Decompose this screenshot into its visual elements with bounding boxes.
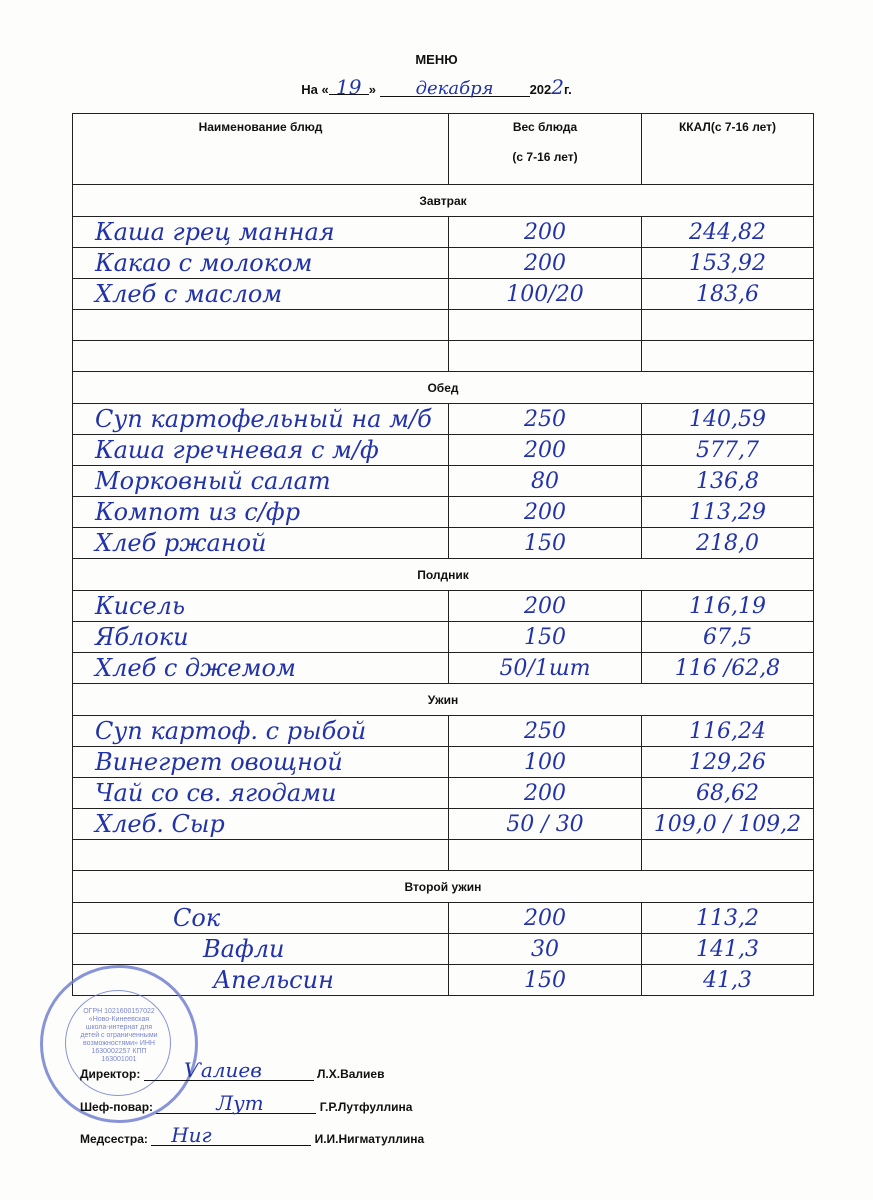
dish-weight: 250 — [449, 716, 642, 747]
dish-weight: 250 — [449, 404, 642, 435]
table-row — [73, 716, 814, 747]
dish-weight: 30 — [449, 934, 642, 965]
year-suffix: г. — [564, 82, 572, 97]
section-row-breakfast — [73, 185, 814, 217]
col-header-weight-line2: (с 7-16 лет) — [512, 150, 578, 164]
dish-name: Компот из с/фр — [73, 497, 449, 528]
col-header-weight-line1: Вес блюда — [512, 120, 578, 134]
section-title: Завтрак — [73, 185, 814, 217]
nurse-name: И.И.Нигматуллина — [314, 1132, 425, 1146]
dish-weight: 200 — [449, 778, 642, 809]
dish-name: Сок — [73, 903, 449, 934]
table-row — [73, 965, 814, 996]
dish-kcal: 141,3 — [642, 934, 814, 965]
dish-name: Хлеб. Сыр — [73, 809, 449, 840]
date-prefix: На « — [301, 82, 329, 97]
dish-name: Апельсин — [73, 965, 449, 996]
dish-kcal: 68,62 — [642, 778, 814, 809]
dish-kcal: 140,59 — [642, 404, 814, 435]
table-row — [73, 435, 814, 466]
table-header — [73, 114, 814, 185]
dish-name: Каша гречневая с м/ф — [73, 435, 449, 466]
dish-name: Вафли — [73, 934, 449, 965]
dish-name: Суп картоф. с рыбой — [73, 716, 449, 747]
empty-cell — [73, 341, 449, 372]
nurse-label: Медсестра: — [80, 1132, 148, 1146]
section-row-snack — [73, 559, 814, 591]
dish-kcal: 153,92 — [642, 248, 814, 279]
date-mid: » — [368, 82, 376, 97]
dish-weight: 150 — [449, 965, 642, 996]
table-row — [73, 809, 814, 840]
table-row — [73, 466, 814, 497]
section-title: Ужин — [73, 684, 814, 716]
empty-cell — [642, 310, 814, 341]
empty-cell — [73, 840, 449, 871]
chef-signature-line — [156, 1091, 316, 1115]
nurse-signature-icon: Ниг — [171, 1123, 212, 1147]
dish-name: Винегрет овощной — [73, 747, 449, 778]
table-row — [73, 279, 814, 310]
table-row — [73, 903, 814, 934]
table-row — [73, 747, 814, 778]
year-prefix: 202 — [529, 82, 552, 97]
dish-weight: 50/1шт — [449, 653, 642, 684]
director-label: Директор: — [80, 1067, 141, 1081]
nurse-signature-line — [151, 1123, 311, 1147]
empty-cell — [642, 341, 814, 372]
table-row — [73, 653, 814, 684]
dish-kcal: 116,19 — [642, 591, 814, 622]
section-title: Обед — [73, 372, 814, 404]
date-month: декабря — [380, 82, 530, 97]
empty-cell — [642, 840, 814, 871]
dish-name: Чай со св. ягодами — [73, 778, 449, 809]
nurse-signature-row — [80, 1123, 425, 1147]
dish-kcal: 136,8 — [642, 466, 814, 497]
dish-kcal: 116 /62,8 — [642, 653, 814, 684]
section-row-dinner — [73, 684, 814, 716]
dish-kcal: 218,0 — [642, 528, 814, 559]
dish-weight: 200 — [449, 497, 642, 528]
table-row — [73, 591, 814, 622]
director-signature-line — [144, 1058, 314, 1082]
section-title: Полдник — [73, 559, 814, 591]
dish-weight: 200 — [449, 591, 642, 622]
table-row — [73, 248, 814, 279]
dish-name: Какао с молоком — [73, 248, 449, 279]
empty-cell — [73, 310, 449, 341]
table-row-empty — [73, 840, 814, 871]
table-row-empty — [73, 310, 814, 341]
table-row — [73, 497, 814, 528]
dish-name: Хлеб с джемом — [73, 653, 449, 684]
col-header-weight — [449, 114, 642, 185]
dish-kcal: 67,5 — [642, 622, 814, 653]
dish-name: Каша грец манная — [73, 217, 449, 248]
table-row — [73, 404, 814, 435]
dish-name: Суп картофельный на м/б — [73, 404, 449, 435]
empty-cell — [449, 310, 642, 341]
table-row-empty — [73, 341, 814, 372]
dish-weight: 100/20 — [449, 279, 642, 310]
chef-signature-icon: Лут — [216, 1091, 264, 1115]
dish-kcal: 577,7 — [642, 435, 814, 466]
section-title: Второй ужин — [73, 871, 814, 903]
date-day: 19 — [329, 80, 369, 95]
dish-weight: 200 — [449, 217, 642, 248]
chef-label: Шеф-повар: — [80, 1100, 154, 1114]
dish-kcal: 113,2 — [642, 903, 814, 934]
table-row — [73, 622, 814, 653]
chef-signature-row — [80, 1091, 413, 1115]
empty-cell — [449, 341, 642, 372]
dish-kcal: 129,26 — [642, 747, 814, 778]
table-row — [73, 217, 814, 248]
dish-weight: 200 — [449, 248, 642, 279]
dish-name: Морковный салат — [73, 466, 449, 497]
director-name: Л.Х.Валиев — [317, 1067, 385, 1081]
director-signature-icon: Ѵалиев — [183, 1058, 262, 1082]
dish-weight: 50 / 30 — [449, 809, 642, 840]
page-title: МЕНЮ — [415, 52, 458, 67]
dish-kcal: 183,6 — [642, 279, 814, 310]
dish-kcal: 41,3 — [642, 965, 814, 996]
chef-name: Г.Р.Лутфуллина — [319, 1100, 413, 1114]
dish-weight: 150 — [449, 622, 642, 653]
col-header-kcal: ККАЛ(с 7-16 лет) — [642, 114, 814, 185]
dish-name: Хлеб ржаной — [73, 528, 449, 559]
col-header-name: Наименование блюд — [73, 114, 449, 185]
menu-table — [72, 113, 814, 996]
section-row-lunch — [73, 372, 814, 404]
dish-weight: 200 — [449, 903, 642, 934]
table-row — [73, 778, 814, 809]
stamp-text: ОГРН 1021600157022 «Ново-Кинеевская школа-интернат для детей с ограниченными возможностями» ИНН 1630002257 КПП 163001001 — [80, 1008, 158, 1063]
date-line — [0, 75, 873, 99]
year-digit: 2 — [551, 75, 565, 99]
dish-kcal: 113,29 — [642, 497, 814, 528]
empty-cell — [449, 840, 642, 871]
director-signature-row — [80, 1058, 385, 1082]
dish-kcal: 109,0 / 109,2 — [642, 809, 814, 840]
dish-kcal: 116,24 — [642, 716, 814, 747]
dish-weight: 100 — [449, 747, 642, 778]
table-row — [73, 528, 814, 559]
dish-weight: 150 — [449, 528, 642, 559]
dish-weight: 200 — [449, 435, 642, 466]
dish-kcal: 244,82 — [642, 217, 814, 248]
section-row-second-dinner — [73, 871, 814, 903]
dish-weight: 80 — [449, 466, 642, 497]
dish-name: Кисель — [73, 591, 449, 622]
dish-name: Яблоки — [73, 622, 449, 653]
table-row — [73, 934, 814, 965]
dish-name: Хлеб с маслом — [73, 279, 449, 310]
